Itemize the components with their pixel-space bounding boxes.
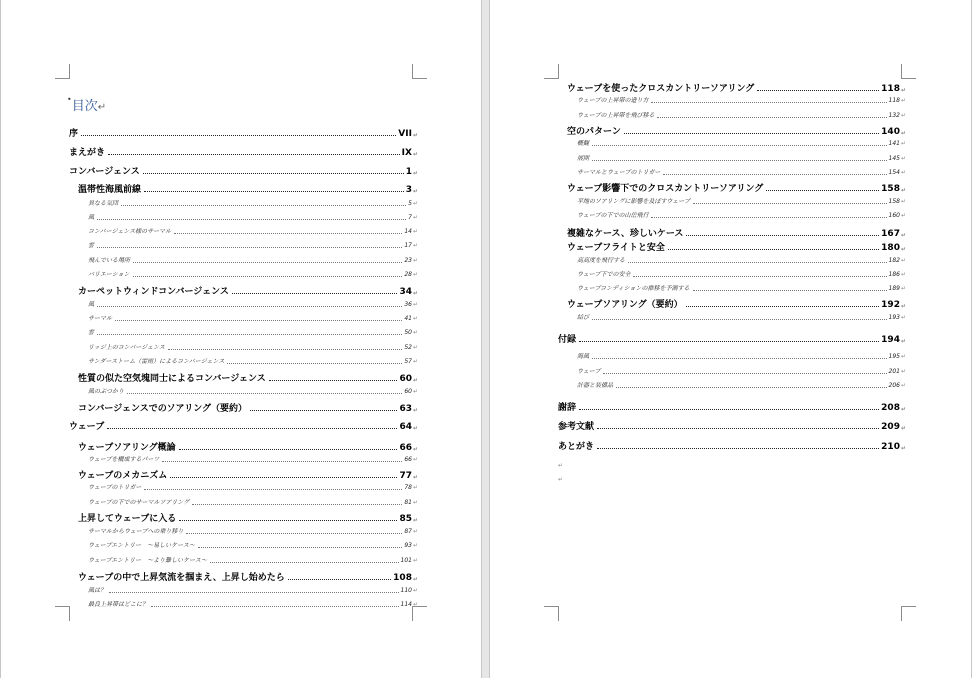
toc-entry-page: 28: [404, 271, 412, 278]
dot-leader: [250, 410, 397, 411]
toc-entry[interactable]: [69, 401, 418, 414]
paragraph-mark-icon: ↵: [900, 198, 906, 205]
paragraph-mark-icon: ↵: [412, 170, 418, 177]
toc-entry[interactable]: [558, 226, 906, 239]
toc-entry-page: 77: [399, 471, 412, 481]
toc-entry[interactable]: [558, 81, 906, 94]
toc-entry[interactable]: [69, 482, 418, 491]
toc-entry-title: ウェーブ: [69, 422, 105, 432]
toc-entry-page: 41: [404, 315, 412, 322]
paragraph-mark-icon: ↵: [900, 97, 906, 104]
toc-entry[interactable]: [69, 511, 418, 524]
toc-entry-page: 93: [404, 542, 412, 549]
toc-entry-title: コンバージェンス様のサーマル: [88, 228, 172, 235]
toc-entry[interactable]: [69, 497, 418, 506]
paragraph-mark-icon: ↵: [412, 446, 418, 453]
dot-leader: [663, 174, 886, 175]
toc-entry-title: 付録: [558, 335, 577, 345]
dot-leader: [757, 90, 879, 91]
toc-entry[interactable]: [69, 599, 418, 608]
toc-entry-page: 189: [888, 285, 900, 292]
toc-entry-page: VII: [398, 129, 412, 139]
paragraph-mark-icon: ↵: [558, 476, 564, 483]
toc-entry-page: 141: [888, 140, 900, 147]
paragraph-mark-icon: ↵: [97, 102, 107, 113]
toc-entry-page: 140: [881, 127, 900, 137]
toc-entry[interactable]: [69, 356, 418, 365]
toc-entry-page: 57: [404, 358, 412, 365]
dot-leader: [657, 117, 886, 118]
toc-entry-title: ウェーブのメカニズム: [78, 471, 168, 481]
dot-leader: [107, 428, 397, 429]
toc-entry[interactable]: [558, 269, 906, 278]
toc-entry-title: 風: [88, 301, 95, 308]
paragraph-mark-icon: ↵: [412, 358, 418, 365]
paragraph-mark-icon: ↵: [412, 271, 418, 278]
paragraph-mark-icon: ↵: [900, 368, 906, 375]
toc-entry-page: 182: [888, 257, 900, 264]
dot-leader: [592, 145, 887, 146]
toc-entry[interactable]: [558, 419, 906, 432]
toc-entry-title: 展開: [577, 155, 590, 162]
toc-entry[interactable]: [69, 440, 418, 453]
toc-entry-page: 193: [888, 314, 900, 321]
toc-entry-title: 謝辞: [558, 403, 577, 413]
toc-list-left: [69, 0, 418, 678]
toc-entry[interactable]: [558, 380, 906, 389]
dot-leader: [210, 562, 399, 563]
toc-entry[interactable]: [69, 284, 418, 297]
paragraph-mark-icon: ↵: [412, 214, 418, 221]
toc-entry-page: 81: [404, 499, 412, 506]
dot-leader: [693, 203, 887, 204]
toc-entry-page: 60: [399, 374, 412, 384]
toc-entry-title: ウェーブエントリー ～より難しいケース～: [88, 557, 207, 564]
toc-entry-page: IX: [401, 148, 412, 158]
toc-entry-title: あとがき: [558, 442, 595, 452]
toc-entry[interactable]: [558, 366, 906, 375]
toc-entry-title: サーマル: [88, 315, 113, 322]
toc-entry-title: まえがき: [69, 148, 106, 158]
toc-entry-title: カーペットウィンドコンバージェンス: [78, 287, 229, 297]
paragraph-mark-icon: ↵: [412, 188, 418, 195]
paragraph-mark-icon: ↵: [558, 462, 564, 469]
toc-entry-page: 154: [888, 169, 900, 176]
dot-leader: [628, 262, 887, 263]
toc-entry[interactable]: [69, 454, 418, 463]
toc-entry[interactable]: [69, 182, 418, 195]
toc-entry-title: 雲: [88, 329, 95, 336]
paragraph-mark-icon: ↵: [412, 377, 418, 384]
toc-entry[interactable]: [558, 196, 906, 205]
toc-entry[interactable]: [69, 255, 418, 264]
paragraph-mark-icon: ↵: [412, 242, 418, 249]
toc-entry-page: 23: [404, 257, 412, 264]
toc-entry-title: リッジ上のコンバージェンス: [88, 344, 165, 351]
toc-entry[interactable]: [558, 153, 906, 162]
paragraph-mark-icon: ↵: [900, 406, 906, 413]
toc-entry[interactable]: [69, 468, 418, 481]
dot-leader: [97, 247, 402, 248]
paragraph-mark-icon: ↵: [412, 329, 418, 336]
paragraph-mark-icon: ↵: [900, 155, 906, 162]
toc-entry-title: 高高度を飛行する: [577, 257, 626, 264]
toc-entry-page: 66: [404, 456, 412, 463]
paragraph-mark-icon: ↵: [412, 576, 418, 583]
toc-entry-title: 上昇してウェーブに入る: [78, 514, 177, 524]
toc-entry-page: 34: [399, 287, 412, 297]
toc-entry[interactable]: [558, 332, 906, 345]
paragraph-mark-icon: ↵: [900, 271, 906, 278]
toc-entry-page: 85: [399, 514, 412, 524]
toc-entry[interactable]: [558, 210, 906, 219]
toc-entry-title: 参考文献: [558, 422, 595, 432]
toc-entry[interactable]: [69, 585, 418, 594]
paragraph-mark-icon: ↵: [412, 484, 418, 491]
paragraph-mark-icon: ↵: [900, 187, 906, 194]
toc-entry-page: 208: [881, 403, 900, 413]
dot-leader: [162, 461, 402, 462]
paragraph-mark-icon: ↵: [412, 200, 418, 207]
paragraph-mark-icon: ↵: [412, 151, 418, 158]
toc-entry-title: 温帯性海風前線: [78, 185, 142, 195]
dot-leader: [616, 387, 887, 388]
toc-entry-title: ウェーブフライトと安全: [567, 243, 665, 253]
toc-entry-page: 132: [888, 112, 900, 119]
paragraph-mark-icon: ↵: [900, 140, 906, 147]
toc-entry-page: 145: [888, 155, 900, 162]
toc-entry[interactable]: [558, 167, 906, 176]
toc-entry-page: 108: [393, 573, 412, 583]
paragraph-mark-icon: ↵: [412, 425, 418, 432]
toc-entry-title: ウェーブの上昇帯の造り方: [577, 97, 649, 104]
paragraph-mark-icon: ↵: [900, 112, 906, 119]
toc-entry-page: 60: [404, 388, 412, 395]
toc-entry-page: 158: [881, 184, 900, 194]
paragraph-mark-icon: ↵: [412, 456, 418, 463]
dot-leader: [179, 520, 397, 521]
toc-entry-page: 158: [888, 198, 900, 205]
right-page: [489, 0, 972, 678]
toc-entry-page: 50: [404, 329, 412, 336]
dot-leader: [108, 154, 400, 155]
toc-entry[interactable]: [69, 419, 418, 432]
toc-entry-page: 209: [881, 422, 900, 432]
toc-entry-title: ウェーブエントリー ～易しいケース～: [88, 542, 195, 549]
toc-entry-title: ウェーブの下でのサーマルソアリング: [88, 499, 190, 506]
toc-entry-page: 186: [888, 271, 900, 278]
dot-leader: [81, 135, 396, 136]
paragraph-mark-icon: ↵: [412, 257, 418, 264]
toc-entry[interactable]: [69, 226, 418, 235]
toc-entry[interactable]: [558, 110, 906, 119]
toc-entry-title: 雲: [88, 242, 95, 249]
toc-entry-title: ウェーブの上昇帯を飛び移る: [577, 112, 655, 119]
toc-entry-page: 3: [405, 185, 412, 195]
toc-entry[interactable]: [69, 269, 418, 278]
toc-entry-title: ウェーブのトリガー: [88, 484, 142, 491]
toc-entry[interactable]: [69, 126, 418, 139]
dot-leader: [227, 363, 402, 364]
dot-leader: [144, 489, 402, 490]
toc-entry[interactable]: [69, 327, 418, 336]
toc-entry-title: 風: [88, 214, 95, 221]
toc-entry-title: 平地のソアリングに影響を及ぼすウェーブ: [577, 198, 690, 205]
toc-entry[interactable]: [69, 570, 418, 583]
dot-leader: [232, 293, 398, 294]
toc-entry-page: 64: [399, 422, 412, 432]
paragraph-mark-icon: ↵: [900, 212, 906, 219]
toc-entry-title: 海風: [577, 353, 590, 360]
paragraph-mark-icon: ↵: [412, 528, 418, 535]
dot-leader: [133, 262, 402, 263]
dot-leader: [186, 533, 402, 534]
left-page: [0, 0, 482, 678]
dot-leader: [115, 320, 402, 321]
toc-list-right: [558, 0, 906, 678]
paragraph-mark-icon: ↵: [900, 232, 906, 239]
dot-leader: [192, 504, 402, 505]
dot-leader: [766, 190, 879, 191]
toc-entry-page: 87: [404, 528, 412, 535]
toc-entry-page: 167: [881, 229, 900, 239]
toc-entry[interactable]: [69, 145, 418, 158]
toc-entry-title: ウェーブ下での安全: [577, 271, 631, 278]
toc-entry-title: 複雑なケース、珍しいケース: [567, 229, 684, 239]
paragraph-mark-icon: ↵: [412, 542, 418, 549]
paragraph-mark-icon: ↵: [412, 407, 418, 414]
dot-leader: [151, 606, 399, 607]
toc-entry-page: 78: [404, 484, 412, 491]
toc-entry[interactable]: [69, 555, 418, 564]
toc-entry-page: 160: [888, 212, 900, 219]
paragraph-mark-icon: ↵: [900, 130, 906, 137]
toc-entry-title: ウェーブソアリング（要約）: [567, 300, 683, 310]
toc-entry[interactable]: [558, 351, 906, 360]
dot-leader: [109, 592, 399, 593]
paragraph-mark-icon: ↵: [412, 557, 418, 564]
paragraph-mark-icon: ↵: [412, 388, 418, 395]
toc-entry-page: 14: [404, 228, 412, 235]
dot-leader: [127, 393, 402, 394]
toc-entry-page: 180: [881, 243, 900, 253]
toc-entry[interactable]: [69, 371, 418, 384]
toc-entry[interactable]: [69, 540, 418, 549]
paragraph-mark-icon: ↵: [412, 601, 418, 608]
paragraph-mark-icon: ↵: [900, 338, 906, 345]
toc-entry-title: コンバージェンスでのソアリング（要約）: [78, 404, 248, 414]
paragraph-mark-icon: ↵: [900, 353, 906, 360]
crop-mark-bottom-left: [55, 606, 70, 621]
paragraph-mark-icon: ↵: [900, 303, 906, 310]
dot-leader: [579, 341, 879, 342]
toc-entry[interactable]: [69, 164, 418, 177]
toc-entry-page: 194: [881, 335, 900, 345]
paragraph-mark-icon: ↵: [412, 315, 418, 322]
toc-entry-page: 66: [399, 443, 412, 453]
toc-entry-title: 計器と装備品: [577, 382, 614, 389]
crop-mark-top-left: [55, 64, 70, 79]
toc-entry-title: 異なる気団: [88, 200, 119, 207]
paragraph-mark-icon: ↵: [412, 587, 418, 594]
toc-entry-page: 210: [881, 442, 900, 452]
toc-entry-page: 7: [408, 214, 412, 221]
dot-leader: [198, 547, 402, 548]
toc-entry[interactable]: [558, 297, 906, 310]
paragraph-mark-icon: ↵: [412, 344, 418, 351]
toc-entry-title: 風のぶつかり: [88, 388, 125, 395]
dot-leader: [97, 306, 402, 307]
toc-entry-page: 5: [408, 200, 412, 207]
crop-mark-top-left: [544, 64, 559, 79]
dot-leader: [603, 373, 886, 374]
dot-leader: [633, 276, 886, 277]
dot-leader: [668, 249, 879, 250]
dot-leader: [597, 448, 879, 449]
toc-entry-title: ウェーブを使ったクロスカントリーソアリング: [567, 84, 755, 94]
dot-leader: [269, 380, 398, 381]
toc-entry[interactable]: [558, 95, 906, 104]
toc-entry[interactable]: [69, 212, 418, 221]
dot-leader: [168, 349, 402, 350]
toc-entry[interactable]: [558, 138, 906, 147]
toc-entry-page: 52: [404, 344, 412, 351]
toc-entry-page: 1: [405, 167, 412, 177]
paragraph-mark-icon: ↵: [412, 228, 418, 235]
paragraph-mark-icon: ↵: [900, 257, 906, 264]
toc-entry-page: 206: [888, 382, 900, 389]
dot-leader: [143, 173, 404, 174]
toc-entry-page: 118: [888, 97, 900, 104]
toc-entry-page: 195: [888, 353, 900, 360]
toc-entry-page: 110: [400, 587, 412, 594]
toc-entry-title: バリエーション: [88, 271, 130, 278]
dot-leader: [288, 579, 391, 580]
toc-entry-page: 101: [400, 557, 412, 564]
paragraph-mark-icon: ↵: [412, 301, 418, 308]
toc-entry-page: 17: [404, 242, 412, 249]
dot-leader: [686, 306, 880, 307]
toc-entry-page: 201: [888, 368, 900, 375]
toc-entry[interactable]: [69, 386, 418, 395]
dot-leader: [624, 133, 879, 134]
toc-entry[interactable]: [558, 255, 906, 264]
paragraph-mark-icon: ↵: [900, 285, 906, 292]
paragraph-mark-icon: ↵: [412, 290, 418, 297]
paragraph-mark-icon: ↵: [412, 474, 418, 481]
dot-leader: [651, 217, 886, 218]
toc-entry-title: 性質の似た空気塊同士によるコンバージェンス: [78, 374, 266, 384]
paragraph-mark-icon: ↵: [412, 517, 418, 524]
dot-leader: [97, 219, 406, 220]
paragraph-mark-icon: ↵: [900, 246, 906, 253]
toc-entry[interactable]: [69, 342, 418, 351]
dot-leader: [592, 319, 887, 320]
paragraph-mark-icon: ↵: [412, 499, 418, 506]
dot-leader: [179, 449, 398, 450]
paragraph-mark-icon: ↵: [900, 169, 906, 176]
toc-entry-title: ウェーブコンディションの推移を予測する: [577, 285, 690, 292]
dot-leader: [144, 191, 404, 192]
dot-leader: [579, 409, 879, 410]
toc-entry-title: 概観: [577, 140, 590, 147]
toc-entry-title: ウェーブ: [577, 368, 601, 375]
paragraph-mark-icon: ↵: [900, 445, 906, 452]
paragraph-mark-icon: ↵: [900, 425, 906, 432]
paragraph-mark-icon: ↵: [900, 87, 906, 94]
dot-leader: [97, 334, 402, 335]
toc-entry-title: 空のパターン: [567, 127, 621, 137]
toc-entry-page: 63: [399, 404, 412, 414]
toc-entry[interactable]: [69, 240, 418, 249]
toc-entry[interactable]: [69, 198, 418, 207]
toc-entry-title: サンダーストーム（雷雨）によるコンバージェンス: [88, 358, 225, 365]
dot-leader: [693, 290, 887, 291]
toc-entry-title: サーマルからウェーブへの乗り移り: [88, 528, 184, 535]
toc-entry-title: 結び: [577, 314, 590, 321]
toc-heading-text: 目次: [71, 99, 98, 114]
toc-entry-title: 飛んでいる場所: [88, 257, 131, 264]
toc-entry-title: ウェーブソアリング概論: [78, 443, 176, 453]
toc-entry-title: ウェーブの中で上昇気流を掴まえ、上昇し始めたら: [78, 573, 285, 583]
toc-entry[interactable]: [558, 439, 906, 452]
paragraph-mark-icon: ↵: [412, 132, 418, 139]
crop-mark-bottom-left: [544, 606, 559, 621]
toc-entry-page: 114: [400, 601, 412, 608]
toc-entry-title: 最良上昇帯はどこに？: [88, 601, 149, 608]
toc-entry[interactable]: [558, 312, 906, 321]
dot-leader: [686, 235, 879, 236]
toc-entry[interactable]: [558, 181, 906, 194]
toc-entry-title: 序: [69, 129, 79, 139]
toc-entry-page: 36: [404, 301, 412, 308]
toc-entry[interactable]: [558, 240, 906, 253]
paragraph-mark-icon: ↵: [900, 314, 906, 321]
dot-leader: [170, 477, 397, 478]
dot-leader: [651, 102, 886, 103]
toc-entry[interactable]: [69, 299, 418, 308]
toc-entry-title: 風は？: [88, 587, 107, 594]
toc-entry[interactable]: [558, 283, 906, 292]
toc-entry[interactable]: [69, 313, 418, 322]
paragraph-mark-icon: ↵: [900, 382, 906, 389]
dot-leader: [592, 358, 887, 359]
toc-entry-title: コンバージェンス: [69, 167, 140, 177]
dot-leader: [174, 233, 402, 234]
toc-entry[interactable]: [558, 400, 906, 413]
toc-entry[interactable]: [558, 124, 906, 137]
toc-entry-page: 192: [881, 300, 900, 310]
toc-entry[interactable]: [69, 526, 418, 535]
dot-leader: [133, 276, 403, 277]
dot-leader: [597, 428, 879, 429]
toc-entry-title: ウェーブの下での山岳飛行: [577, 212, 649, 219]
dot-leader: [592, 160, 887, 161]
toc-entry-title: ウェーブを構成するパーツ: [88, 456, 160, 463]
toc-entry-title: サーマルとウェーブのトリガー: [577, 169, 661, 176]
dot-leader: [121, 205, 406, 206]
bullet-icon: •: [67, 95, 72, 104]
toc-entry-page: 118: [881, 84, 900, 94]
toc-entry-title: ウェーブ影響下でのクロスカントリーソアリング: [567, 184, 764, 194]
